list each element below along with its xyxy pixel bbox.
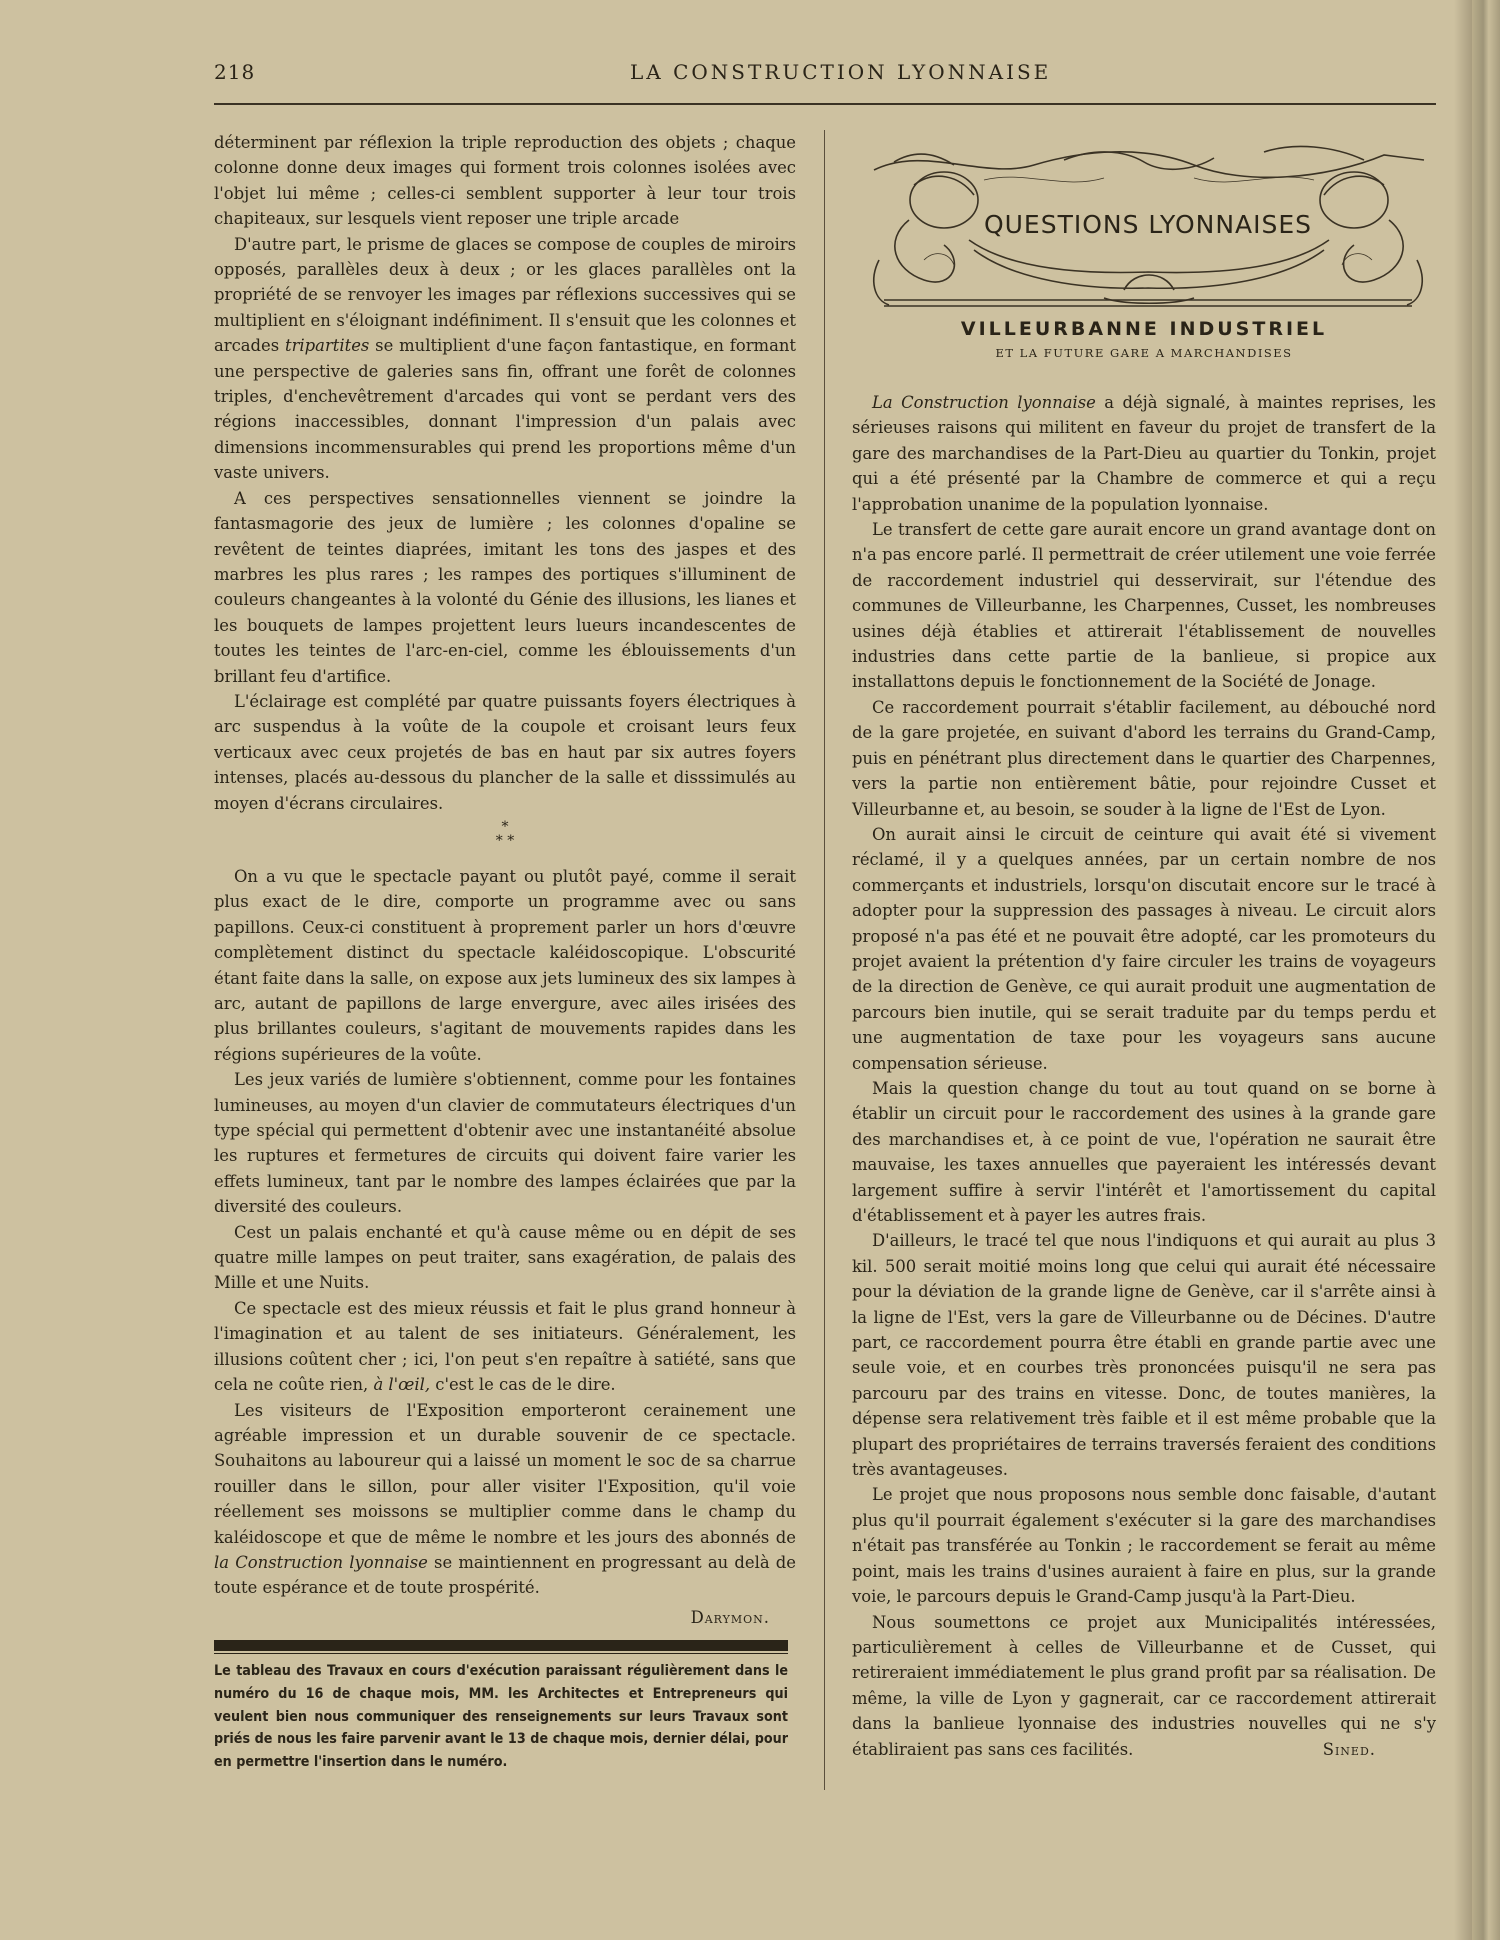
paragraph: Les visiteurs de l'Exposition emporteront cerainement une agréable impression et un durable souvenir de ce spectacle. Souhaitons au laboureur qui a laissé un moment le soc de sa charrue rouiller dans le sillon, pour aller visiter l'Exposition, qu'il voie réellement ses moissons se multiplier comme dans le champ du kaléidoscope et que de même le nombre et les jours des abonnés de la Construction lyonnaise se maintiennent en progressant au delà de toute espérance et de toute prospérité. [214, 1400, 796, 1598]
notice-rule-thin [214, 1653, 788, 1654]
paragraph: Ce raccordement pourrait s'établir facilement, au débouché nord de la gare projetée, en suivant d'abord les terrains du Grand-Camp, puis en pénétrant plus directement dans le quartier des Charpennes, vers la partie non entièrement bâtie, pour rejoindre Cusset et Villeurbanne et, au besoin, se souder à la ligne de l'Est de Lyon. [852, 697, 1436, 819]
header-rule [214, 103, 1436, 105]
paragraph: Le transfert de cette gare aurait encore un grand avantage dont on n'a pas encore parlé. Il permettrait de créer utilement une voie ferrée de raccordement industriel qui desservirait, sur l'étendue des communes de Villeurbanne, les Charpennes, Cusset, les nombreuses usines déjà établies et attirerait l'établissement de nouvelles industries dans cette partie de la banlieue, si propice aux installattons depuis le fonctionnement de la Société de Jonage. [852, 520, 1436, 692]
paragraph: A ces perspectives sensationnelles viennent se joindre la fantasmagorie des jeux de lumière ; les colonnes d'opaline se revêtent de teintes diaprées, imitant les tons des jaspes et des marbres les plus rares ; les rampes des portiques s'illuminent de couleurs changeantes à la volonté du Génie des illusions, les lianes et les bouquets de lampes projettent leurs lueurs incandescentes de toutes les teintes de l'arc-en-ciel, comme les éblouissements d'un brillant feu d'artifice. [214, 488, 796, 686]
column-divider [824, 130, 825, 1790]
paragraph: D'ailleurs, le tracé tel que nous l'indiquons et qui aurait au plus 3 kil. 500 serait moitié moins long que celui qui aurait été nécessaire pour la déviation de la grande ligne de Genève, car il s'arrête ainsi à la ligne de l'Est, vers la gare de Villeurbanne ou de Décines. D'autre part, ce raccordement pourra être établi en grande partie avec une seule voie, et en courbes très prononcées puisqu'il ne sera pas parcouru par des trains en vitesse. Donc, de toutes manières, la dépense sera relativement très faible et il est même probable que la plupart des propriétaires de terrains traversés feraient des conditions très avantageuses. [852, 1231, 1436, 1480]
paragraph: Les jeux variés de lumière s'obtiennent, comme pour les fontaines lumineuses, au moyen d'un clavier de commutateurs électriques d'un type spécial qui permettent d'obtenir avec une instantanéité absolue les ruptures et fermetures de circuits qui doivent faire varier les effets lumineux, tant par le nombre des lampes éclairées que par la diversité des couleurs. [214, 1070, 796, 1217]
ornamental-banner [864, 140, 1432, 312]
notice-box: Le tableau des Travaux en cours d'exécution paraissant régulièrement dans le numéro du 16 de chaque mois, MM. les Architectes et Entrepreneurs qui veulent bien nous communiquer des renseignements sur leurs Travaux sont priés de nous les faire parvenir avant le 13 de chaque mois, dernier délai, pour en permettre l'insertion dans le numéro. [214, 1663, 788, 1771]
paragraph: Cest un palais enchanté et qu'à cause même ou en dépit de ses quatre mille lampes on peut traiter, sans exagération, de palais des Mille et une Nuits. [214, 1222, 796, 1293]
notice-rule [214, 1640, 788, 1651]
paragraph: La Construction lyonnaise a déjà signalé, à maintes reprises, les sérieuses raisons qui militent en faveur du projet de transfert de la gare des marchandises de la Part-Dieu au quartier du Tonkin, projet qui a été présenté par la Chambre de commerce et qui a reçu l'approbation unanime de la population lyonnaise. [852, 393, 1436, 514]
page-number: 218 [214, 60, 256, 84]
banner-title: QUESTIONS LYONNAISES [983, 210, 1313, 239]
right-column [852, 390, 1436, 1762]
paragraph: D'autre part, le prisme de glaces se compose de couples de miroirs opposés, parallèles deux à deux ; or les glaces parallèles ont la propriété de se renvoyer les images par réflexions successives qui se multiplient en s'éloignant indéfiniment. Il s'ensuit que les colonnes et arcades tripartites se multiplient d'une façon fantastique, en formant une perspective de galeries sans fin, offrant une forêt de colonnes triples, d'enchevêtrement d'arcades qui vont se perdant vers des régions inaccessibles, donnant l'impression d'un palais avec dimensions incommensurables qui prend les proportions même d'un vaste univers. [214, 234, 797, 483]
section-stars: * * * [495, 818, 515, 849]
paragraph: Mais la question change du tout au tout quand on se borne à établir un circuit pour le raccordement des usines à la grande gare des marchandises et, à ce point de vue, l'opération ne saurait être mauvaise, les taxes annuelles que payeraient les intéressés devant largement suffire à servir l'intérêt et l'amortissement du capital d'établissement et à payer les autres frais. [852, 1078, 1436, 1225]
paragraph: On aurait ainsi le circuit de ceinture qui avait été si vivement réclamé, il y a quelques années, par un certain nombre de nos commerçants et industriels, lorsqu'on discutait encore sur le tracé à adopter pour la suppression des passages à niveau. Le circuit alors proposé n'a pas été et ne pouvait être adopté, car les promoteurs du projet avaient la prétention d'y faire circuler les trains de voyageurs de la direction de Genève, ce qui aurait produit une augmentation de parcours bien inutile, qui se serait traduite par du temps perdu et une augmentation de taxe pour les voyageurs sans aucune compensation sérieuse. [852, 824, 1436, 1073]
paragraph: On a vu que le spectacle payant ou plutôt payé, comme il serait plus exact de le dire, comporte un programme avec ou sans papillons. Ceux-ci constituent à proprement parler un hors d'œuvre complètement distinct du spectacle kaléidoscopique. L'obscurité étant faite dans la salle, on expose aux jets lumineux des six lampes à arc, autant de papillons de large envergure, avec ailes irisées des plus brillantes couleurs, s'agitant de mouvements rapides dans les régions supérieures de la voûte. [214, 866, 796, 1064]
section-subtitle: ET LA FUTURE GARE A MARCHANDISES [995, 346, 1293, 360]
paragraph: déterminent par réflexion la triple reproduction des objets ; chaque colonne donne deux images qui forment trois colonnes isolées avec l'objet lui même ; celles-ci semblent supporter à leur tour trois chapiteaux, sur lesquels vient reposer une triple arcade [214, 133, 796, 229]
paragraph: L'éclairage est complété par quatre puissants foyers électriques à arc suspendus à la voûte de la coupole et croisant leurs feux verticaux avec ceux projetés de bas en haut par six autres foyers intenses, placés au-dessous du plancher de la salle et disssimulés au moyen d'écrans circulaires. [214, 691, 796, 813]
paragraph: Nous soumettons ce projet aux Municipalités intéressées, particulièrement à celles de Villeurbanne et de Cusset, qui retireraient immédiatement le plus grand profit par sa réalisation. De même, la ville de Lyon y gagnerait, car ce raccordement attirerait dans la banlieue lyonnaise des industries nouvelles qui ne s'y établiraient pas sans ces facilités. [852, 1612, 1436, 1759]
signature-darymon: Darymon. [690, 1607, 770, 1627]
paragraph: Le projet que nous proposons nous semble donc faisable, d'autant plus qu'il pourrait également s'exécuter si la gare des marchandises n'était pas transférée au Tonkin ; le raccordement se ferait au même point, mais les trains d'usines auraient à faire en plus, sur la grande voie, le parcours depuis le Grand-Camp jusqu'à la Part-Dieu. [852, 1485, 1436, 1607]
paragraph: Ce spectacle est des mieux réussis et fait le plus grand honneur à l'imagination et au talent de ses initiateurs. Généralement, les illusions coûtent cher ; ici, l'on peut s'en repaître à satiété, sans que cela ne coûte rien, à l'œil, c'est le cas de le dire. [214, 1298, 796, 1395]
journal-title: LA CONSTRUCTION LYONNAISE [630, 60, 1052, 84]
section-title: VILLEURBANNE INDUSTRIEL [960, 318, 1328, 340]
binding-edge [1472, 0, 1500, 1940]
signature-sined: Sined. [1322, 1739, 1376, 1759]
left-column [214, 130, 796, 1630]
page-edge-shadow [1454, 0, 1472, 1940]
